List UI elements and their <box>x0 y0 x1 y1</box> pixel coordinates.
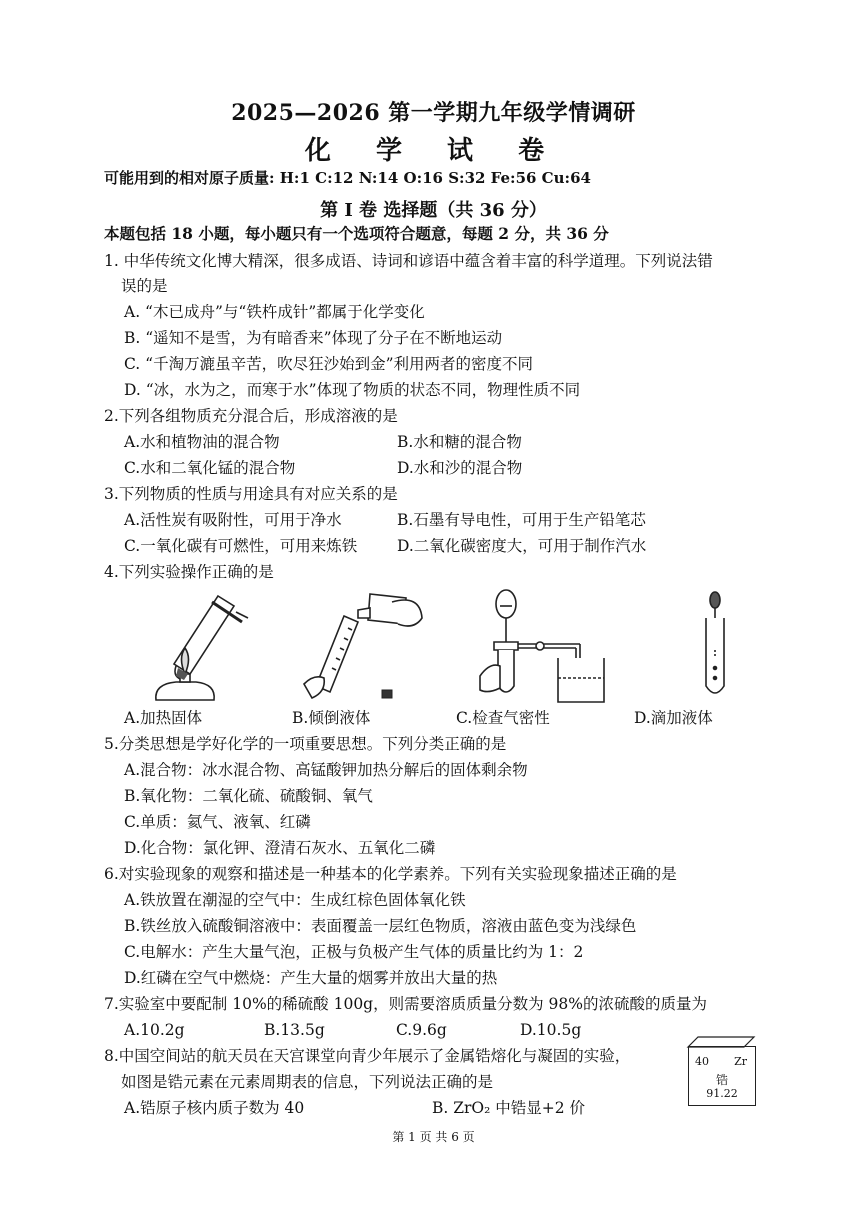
q3-option-b: B.石墨有导电性，可用于生产铅笔芯 <box>397 511 646 529</box>
section-title: 第 I 卷 选择题（共 36 分） <box>320 200 547 221</box>
q5-option-a: A.混合物：冰水混合物、高锰酸钾加热分解后的固体剩余物 <box>124 761 528 779</box>
q1-option-c: C. “千淘万漉虽辛苦，吹尽狂沙始到金”利用两者的密度不同 <box>124 355 534 373</box>
q7-option-b: B.13.5g <box>264 1021 325 1039</box>
q5-option-b: B.氧化物：二氧化硫、硫酸铜、氧气 <box>124 787 373 805</box>
element-atomic-mass: 91.22 <box>706 1087 738 1100</box>
atomic-masses: 可能用到的相对原子质量: H:1 C:12 N:14 O:16 S:32 Fe:56 Cu:64 <box>104 169 591 187</box>
q1-option-b: B. “遥知不是雪，为有暗香来”体现了分子在不断地运动 <box>124 329 503 347</box>
element-card <box>688 1046 756 1106</box>
q3-option-c: C.一氧化碳有可燃性，可用来炼铁 <box>124 537 358 555</box>
q4-option-a: A.加热固体 <box>124 709 203 727</box>
q7-stem: 7.实验室中要配制 10%的稀硫酸 100g，则需要溶质质量分数为 98%的浓硫酸的质量为 <box>104 995 707 1013</box>
q5-option-c: C.单质：氦气、液氧、红磷 <box>124 813 311 831</box>
q6-option-b: B.铁丝放入硫酸铜溶液中：表面覆盖一层红色物质，溶液由蓝色变为浅绿色 <box>124 917 637 935</box>
q1-stem-line2: 误的是 <box>121 277 168 295</box>
q1-stem-line1: 1. 中华传统文化博大精深，很多成语、诗词和谚语中蕴含着丰富的科学道理。下列说法错 <box>104 252 713 270</box>
q3-option-d: D.二氧化碳密度大，可用于制作汽水 <box>397 537 647 555</box>
q6-option-a: A.铁放置在潮湿的空气中：生成红棕色固体氧化铁 <box>124 891 466 909</box>
pouring-liquid-figure <box>296 588 426 704</box>
q3-option-a: A.活性炭有吸附性，可用于净水 <box>124 511 342 529</box>
element-atomic-number: 40 <box>695 1055 709 1068</box>
q8-stem-line1: 8.中国空间站的航天员在天宫课堂向青少年展示了金属锆熔化与凝固的实验， <box>104 1047 631 1065</box>
q1-option-a: A. “木已成舟”与“铁杵成针”都属于化学变化 <box>124 303 425 321</box>
q5-option-d: D.化合物：氯化钾、澄清石灰水、五氧化二磷 <box>124 839 436 857</box>
dropping-liquid-figure <box>690 588 740 700</box>
element-name: 锆 <box>715 1073 728 1087</box>
section-instructions: 本题包括 18 小题，每小题只有一个选项符合题意，每题 2 分，共 36 分 <box>104 224 609 243</box>
q6-option-d: D.红磷在空气中燃烧：产生大量的烟雾并放出大量的热 <box>124 969 498 987</box>
q5-stem: 5.分类思想是学好化学的一项重要思想。下列分类正确的是 <box>104 735 507 753</box>
q7-option-c: C.9.6g <box>396 1021 447 1039</box>
q2-option-b: B.水和糖的混合物 <box>397 433 522 451</box>
q7-option-d: D.10.5g <box>520 1021 582 1039</box>
q6-option-c: C.电解水：产生大量气泡，正极与负极产生气体的质量比约为 1：2 <box>124 943 584 961</box>
q8-stem-line2: 如图是锆元素在元素周期表的信息，下列说法正确的是 <box>121 1073 494 1091</box>
exam-title: 2025—2026 第一学期九年级学情调研 <box>231 100 636 126</box>
q7-option-a: A.10.2g <box>124 1021 185 1039</box>
q4-option-c: C.检查气密性 <box>456 709 550 727</box>
q4-stem: 4.下列实验操作正确的是 <box>104 563 274 581</box>
q2-option-c: C.水和二氧化锰的混合物 <box>124 459 296 477</box>
q3-stem: 3.下列物质的性质与用途具有对应关系的是 <box>104 485 398 503</box>
q8-option-a: A.锆原子核内质子数为 40 <box>124 1099 305 1117</box>
page-footer: 第 1 页 共 6 页 <box>392 1130 475 1144</box>
q2-stem: 2.下列各组物质充分混合后，形成溶液的是 <box>104 407 398 425</box>
q1-option-d: D. “冰，水为之，而寒于水”体现了物质的状态不同，物理性质不同 <box>124 381 581 399</box>
q8-option-b: B. ZrO₂ 中锆显+2 价 <box>432 1099 586 1117</box>
q2-option-a: A.水和植物油的混合物 <box>124 433 280 451</box>
q2-option-d: D.水和沙的混合物 <box>397 459 523 477</box>
heating-solid-figure <box>140 588 250 704</box>
q4-option-b: B.倾倒液体 <box>292 709 371 727</box>
q6-stem: 6.对实验现象的观察和描述是一种基本的化学素养。下列有关实验现象描述正确的是 <box>104 865 677 883</box>
element-symbol: Zr <box>734 1055 747 1068</box>
exam-subject: 化 学 试 卷 <box>304 136 563 166</box>
q4-option-d: D.滴加液体 <box>634 709 713 727</box>
airtightness-figure <box>470 586 610 706</box>
